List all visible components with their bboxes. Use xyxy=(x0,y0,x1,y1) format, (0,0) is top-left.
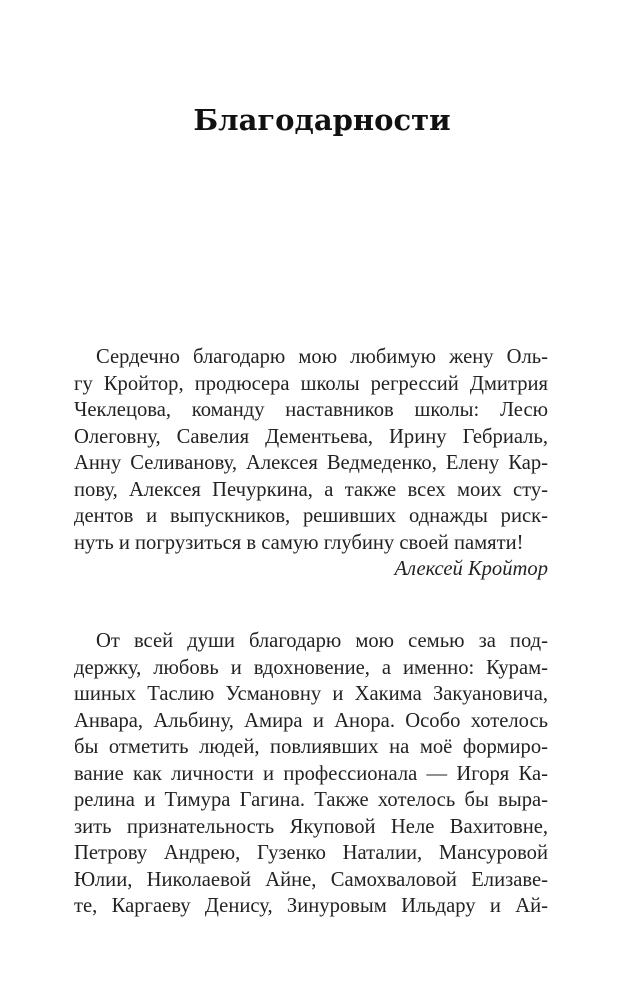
text-line: бы отметить людей, повлиявших на моё формиро- xyxy=(74,736,548,758)
text-line: Петрову Андрею, Гузенко Наталии, Мансуровой xyxy=(74,842,548,864)
text-line: гу Кройтор, продюсера школы регрессий Дмитрия xyxy=(74,372,548,395)
text-line: вание как личности и профессионала — Игоря Ка- xyxy=(74,762,548,785)
text-line: шиных Таслию Усмановну и Хакима Закуановича, xyxy=(74,683,548,705)
text-line: пову, Алексея Печуркина, а также всех моих сту- xyxy=(74,478,548,501)
text-line: Чеклецова, команду наставников школы: Лесю xyxy=(74,399,548,421)
author-signature: Алексей Кройтор xyxy=(394,558,548,580)
page-title: Благодарности xyxy=(193,103,451,137)
text-line: нуть и погрузиться в самую глубину своей памяти! xyxy=(74,531,524,554)
text-line: те, Каргаеву Денису, Зинуровым Ильдару и Ай- xyxy=(74,895,548,917)
text-line: держку, любовь и вдохновение, а именно: Курам- xyxy=(74,656,548,679)
text-line: зить признательность Якуповой Неле Вахитовне, xyxy=(74,815,548,838)
text-line: Анну Селиванову, Алексея Ведмеденко, Елену Кар- xyxy=(74,452,548,474)
text-line: Анвара, Альбину, Амира и Анора. Особо хотелось xyxy=(74,709,548,732)
text-line: Олеговну, Савелия Дементьева, Ирину Гебриаль, xyxy=(74,425,548,448)
acknowledgment-paragraph-2 xyxy=(74,628,548,920)
text-line: дентов и выпускников, решивших однажды риск- xyxy=(74,505,548,527)
text-line: Сердечно благодарю мою любимую жену Оль- xyxy=(96,346,548,368)
acknowledgment-paragraph-1 xyxy=(74,344,548,583)
text-line: От всей души благодарю мою семью за под- xyxy=(96,630,548,652)
text-line: Юлии, Николаевой Айне, Самохваловой Елизаве- xyxy=(74,868,548,891)
text-line: релина и Тимура Гагина. Также хотелось бы выра- xyxy=(74,789,548,811)
